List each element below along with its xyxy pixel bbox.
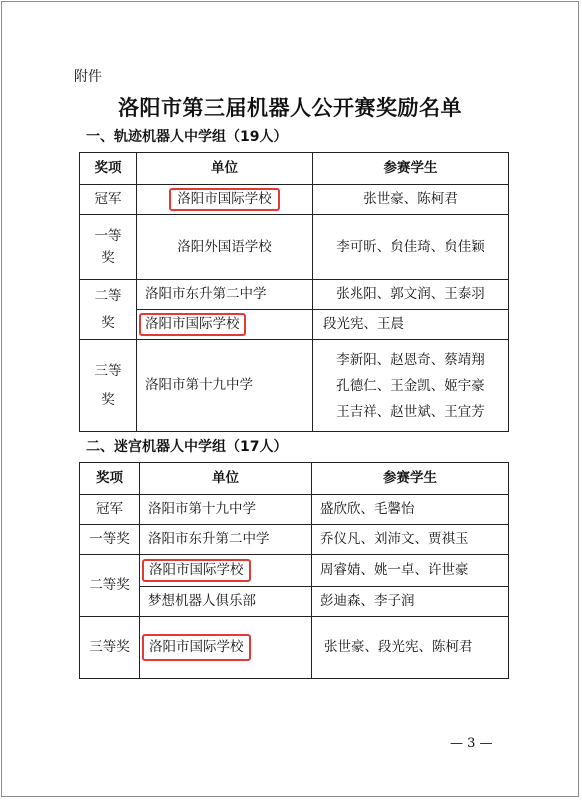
section2-table: [79, 462, 509, 679]
unit-cell: 洛阳市东升第二中学: [137, 280, 313, 310]
unit-cell: 洛阳市东升第二中学: [140, 525, 312, 555]
header-unit: 单位: [140, 463, 312, 495]
students-cell: 张兆阳、郭文润、王泰羽: [313, 280, 509, 310]
students-cell: 彭迪森、李子润: [312, 587, 509, 617]
header-unit: 单位: [137, 153, 313, 185]
award-cell: 冠军: [80, 495, 140, 525]
award-line: 奖: [101, 391, 115, 408]
attachment-label: 附件: [74, 69, 102, 85]
table-row: [80, 587, 509, 617]
table-row: [80, 340, 509, 432]
award-line: 二等: [94, 288, 122, 305]
unit-cell: [137, 185, 313, 215]
highlighted-unit: 洛阳市国际学校: [142, 559, 251, 581]
header-students: 参赛学生: [313, 153, 509, 185]
students-cell: [313, 340, 509, 432]
students-cell: 段光宪、王晨: [313, 310, 509, 340]
student-line: 王吉祥、赵世斌、王宜芳: [336, 403, 485, 420]
student-line: 孔德仁、王金凯、姬宇豪: [336, 377, 485, 394]
students-cell: 盛欣欣、毛馨怡: [312, 495, 509, 525]
award-cell: [80, 280, 137, 340]
students-cell: 乔仪凡、刘沛文、贾祺玉: [312, 525, 509, 555]
award-line: 一等: [94, 227, 122, 244]
table-row: [80, 280, 509, 310]
students-cell: 张世豪、陈柯君: [313, 185, 509, 215]
table-row: [80, 310, 509, 340]
section2-heading: 二、迷宫机器人中学组（17人）: [86, 439, 288, 455]
header-award: 奖项: [80, 463, 140, 495]
header-award: 奖项: [80, 153, 137, 185]
students-cell: 李可昕、贠佳琦、贠佳颖: [313, 215, 509, 280]
header-students: 参赛学生: [312, 463, 509, 495]
award-cell: 一等奖: [80, 525, 140, 555]
table-row: [80, 555, 509, 587]
highlighted-unit: 洛阳市国际学校: [139, 313, 246, 335]
table-row: [80, 617, 509, 679]
student-line: 李新阳、赵恩奇、蔡靖翔: [336, 351, 485, 368]
section1-table: [79, 152, 509, 432]
award-line: 奖: [101, 250, 115, 266]
table-header-row: [80, 153, 509, 185]
unit-cell: [140, 617, 312, 679]
table-row: [80, 215, 509, 280]
students-cell: 张世豪、段光宪、陈柯君: [312, 617, 509, 679]
unit-cell: 洛阳市第十九中学: [140, 495, 312, 525]
award-line: 奖: [101, 314, 115, 331]
highlighted-unit: 洛阳市国际学校: [169, 188, 280, 210]
document-title: 洛阳市第三届机器人公开赛奖励名单: [118, 96, 462, 120]
unit-cell: [140, 555, 312, 587]
page-number: — 3 —: [450, 736, 493, 751]
award-cell: 冠军: [80, 185, 137, 215]
table-header-row: [80, 463, 509, 495]
award-cell: 二等奖: [80, 555, 140, 617]
unit-cell: 洛阳市第十九中学: [137, 340, 313, 432]
table-row: [80, 185, 509, 215]
table-row: [80, 495, 509, 525]
award-cell: [80, 215, 137, 280]
unit-cell: 梦想机器人俱乐部: [140, 587, 312, 617]
students-cell: 周睿婧、姚一卓、许世豪: [312, 555, 509, 587]
table-row: [80, 525, 509, 555]
document-page: [1, 1, 579, 797]
unit-cell: [137, 310, 313, 340]
award-line: 三等: [94, 363, 122, 380]
section1-heading: 一、轨迹机器人中学组（19人）: [86, 129, 288, 145]
award-cell: [80, 340, 137, 432]
highlighted-unit: 洛阳市国际学校: [142, 634, 251, 660]
unit-cell: 洛阳外国语学校: [137, 215, 313, 280]
award-cell: 三等奖: [80, 617, 140, 679]
